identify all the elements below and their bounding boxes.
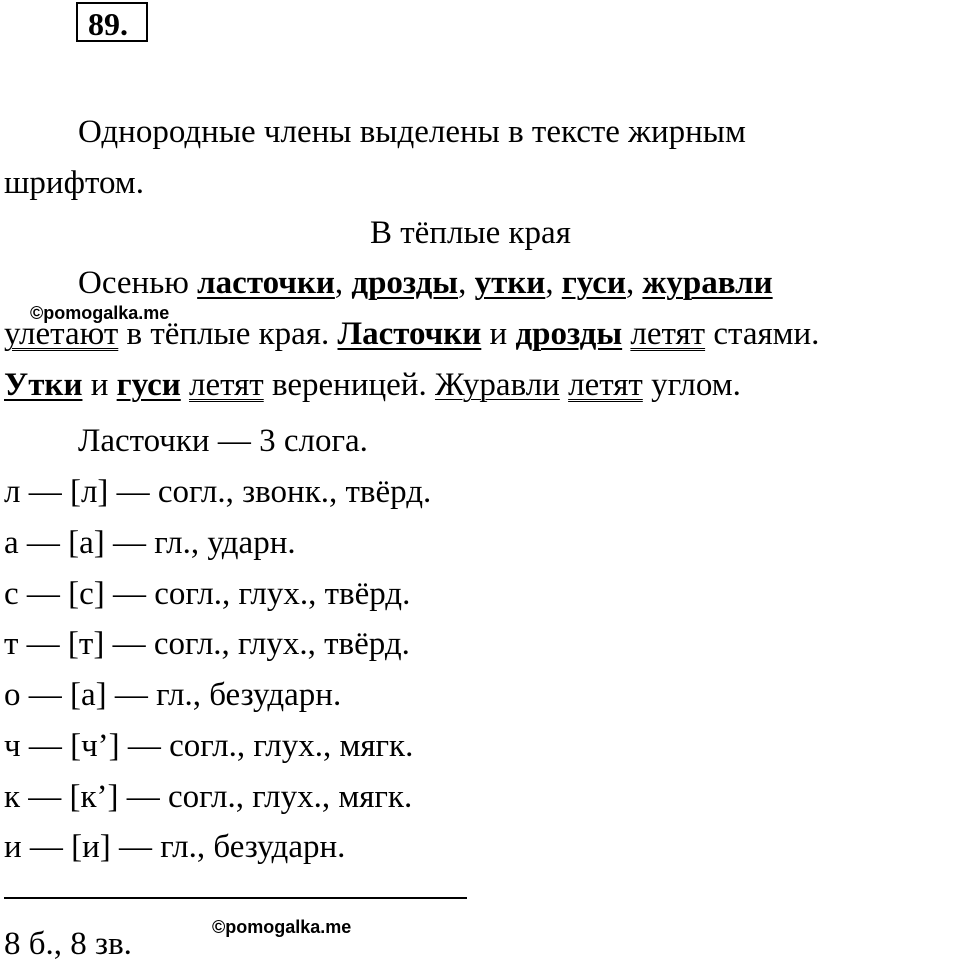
predicate: летят <box>189 367 264 403</box>
predicate: летят <box>630 316 706 352</box>
intro-line-1: Однородные члены выделены в тексте жирным <box>78 114 746 150</box>
story-title: В тёплые края <box>370 215 571 251</box>
word: и <box>489 316 508 352</box>
word: вереницей. <box>271 367 427 403</box>
homogeneous-subject: Ласточки <box>337 316 482 352</box>
homogeneous-subject: Утки <box>4 367 83 403</box>
story-line-3 <box>4 369 741 402</box>
word: углом. <box>651 367 741 403</box>
homogeneous-subject: гуси <box>561 265 626 301</box>
sound-line: ч — [ч’] — согл., глух., мягк. <box>4 728 414 764</box>
watermark-top: ©pomogalka.me <box>30 303 170 323</box>
word: Осенью <box>78 265 189 301</box>
homogeneous-subject: дрозды <box>351 265 459 301</box>
homogeneous-subject: дрозды <box>515 316 623 352</box>
word: стаями. <box>713 316 820 352</box>
word: и <box>90 367 109 403</box>
sound-line: к — [к’] — согл., глух., мягк. <box>4 779 413 815</box>
punct: , <box>545 265 554 301</box>
exercise-number: 89. <box>76 2 148 42</box>
story-line-2 <box>4 318 819 351</box>
watermark-bottom: ©pomogalka.me <box>212 917 352 937</box>
sound-line: а — [а] — гл., ударн. <box>4 525 296 561</box>
predicate: улетают <box>4 316 119 352</box>
punct: , <box>625 265 635 301</box>
total-count: 8 б., 8 зв. <box>4 926 132 962</box>
sound-line: л — [л] — согл., звонк., твёрд. <box>4 474 432 510</box>
divider <box>4 897 467 899</box>
story-line-1 <box>78 267 773 300</box>
analysis-title: Ласточки — 3 слога. <box>78 423 368 459</box>
homogeneous-subject: ласточки <box>197 265 335 301</box>
punct: , <box>334 265 344 301</box>
sound-line: и — [и] — гл., безударн. <box>4 829 346 865</box>
sound-line: т — [т] — согл., глух., твёрд. <box>4 626 410 662</box>
sound-line: с — [с] — согл., глух., твёрд. <box>4 576 411 612</box>
intro-line-2: шрифтом. <box>4 165 144 201</box>
homogeneous-subject: утки <box>474 265 546 301</box>
subject: Журавли <box>434 367 560 403</box>
word: в тёплые края. <box>126 316 330 352</box>
homogeneous-subject: гуси <box>116 367 181 403</box>
predicate: летят <box>568 367 643 403</box>
homogeneous-subject: журавли <box>642 265 773 301</box>
punct: , <box>458 265 467 301</box>
sound-line: о — [а] — гл., безударн. <box>4 677 342 713</box>
